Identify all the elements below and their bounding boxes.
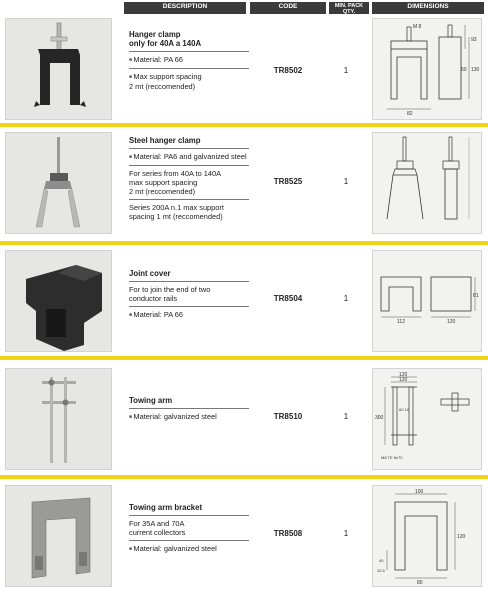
dimension-drawing-steel-hanger-clamp xyxy=(372,132,482,234)
min-pack-qty: 1 xyxy=(343,177,349,186)
dimension-drawing-joint-cover xyxy=(372,250,482,352)
divider xyxy=(129,51,249,52)
product-row-towing-arm xyxy=(0,362,488,472)
divider xyxy=(129,408,249,409)
dim-label: 100 xyxy=(415,489,424,495)
divider xyxy=(129,281,249,282)
product-title: Joint cover xyxy=(129,269,171,278)
spec-item: ■ Material: PA6 and galvanized steel xyxy=(129,152,249,162)
dim-label: 60 xyxy=(461,67,467,73)
table-header xyxy=(0,0,488,14)
divider xyxy=(129,68,249,69)
product-code: TR8510 xyxy=(273,412,303,421)
description-towing-arm xyxy=(129,396,249,425)
dim-label: 60 10 xyxy=(399,407,410,412)
product-title: Hanger clamp only for 40A a 140A xyxy=(129,30,202,48)
product-photo-joint-cover xyxy=(5,250,112,352)
dim-label: 82 xyxy=(407,111,413,117)
spec-item: For to join the end of two conductor rails xyxy=(129,285,211,303)
product-photo-hanger-clamp xyxy=(5,18,112,120)
dim-label: 300 xyxy=(375,415,384,421)
dim-label: 40 xyxy=(379,558,384,563)
product-title: Towing arm xyxy=(129,396,173,405)
product-photo-towing-arm xyxy=(5,368,112,470)
product-code: TR8504 xyxy=(273,294,303,303)
divider xyxy=(129,540,249,541)
spec-item: ■ Material: PA 66 xyxy=(129,55,249,65)
product-photo-towing-arm-bracket xyxy=(5,485,112,587)
spec-item: ■ Material: galvanized steel xyxy=(129,412,249,422)
dimension-drawing-towing-arm xyxy=(372,368,482,470)
row-separator xyxy=(0,475,488,479)
product-code: TR8502 xyxy=(273,66,303,75)
dim-label: 81 xyxy=(473,293,479,299)
divider xyxy=(129,306,249,307)
min-pack-qty: 1 xyxy=(343,412,349,421)
divider xyxy=(129,165,249,166)
spec-item: Series 200A n.1 max support spacing 1 mt (reccomended) xyxy=(129,203,224,221)
spec-item: ■ Material: PA 66 xyxy=(129,310,249,320)
spec-item: For series from 40A to 140A max support spacing 2 mt (reccomended) xyxy=(129,169,222,196)
description-joint-cover xyxy=(129,269,249,323)
description-hanger-clamp xyxy=(129,30,249,94)
spec-item: ■ Max support spacing 2 mt (reccomended) xyxy=(129,72,249,91)
product-row-steel-hanger-clamp xyxy=(0,129,488,239)
dim-label: 120 xyxy=(399,377,408,383)
dim-label: M8 TE 8x70 xyxy=(381,455,403,460)
product-row-hanger-clamp xyxy=(0,16,488,120)
product-photo-steel-hanger-clamp xyxy=(5,132,112,234)
divider xyxy=(129,199,249,200)
dim-label: 12.5 xyxy=(377,568,385,573)
product-code: TR8508 xyxy=(273,529,303,538)
product-row-towing-arm-bracket xyxy=(0,481,488,589)
product-title: Towing arm bracket xyxy=(129,503,203,512)
row-separator xyxy=(0,356,488,360)
header-dimensions: DIMENSIONS xyxy=(407,3,449,10)
description-towing-arm-bracket xyxy=(129,503,249,557)
product-code: TR8525 xyxy=(273,177,303,186)
product-title: Steel hanger clamp xyxy=(129,136,201,145)
dim-label: 130 xyxy=(471,67,480,73)
divider xyxy=(129,515,249,516)
divider xyxy=(129,148,249,149)
header-description: DESCRIPTION xyxy=(162,3,208,10)
dimension-drawing-hanger-clamp xyxy=(372,18,482,120)
header-code: CODE xyxy=(278,3,298,10)
dim-label: 120 xyxy=(447,319,456,325)
min-pack-qty: 1 xyxy=(343,294,349,303)
header-min-pack: MIN. PACK QTY. xyxy=(334,3,364,15)
product-row-joint-cover xyxy=(0,247,488,353)
min-pack-qty: 1 xyxy=(343,529,349,538)
row-separator xyxy=(0,241,488,245)
dim-label: 112 xyxy=(397,319,405,325)
dim-label: 80 xyxy=(417,580,423,586)
dim-label: 120 xyxy=(399,372,408,378)
dim-label: M 8 xyxy=(413,24,422,30)
dim-label: 93 xyxy=(471,37,477,43)
min-pack-qty: 1 xyxy=(343,66,349,75)
spec-item: For 35A and 70A current collectors xyxy=(129,519,186,537)
dimension-drawing-towing-arm-bracket xyxy=(372,485,482,587)
spec-item: ■ Material: galvanized steel xyxy=(129,544,249,554)
dim-label: 120 xyxy=(457,534,466,540)
description-steel-hanger-clamp xyxy=(129,136,249,224)
row-separator xyxy=(0,123,488,127)
